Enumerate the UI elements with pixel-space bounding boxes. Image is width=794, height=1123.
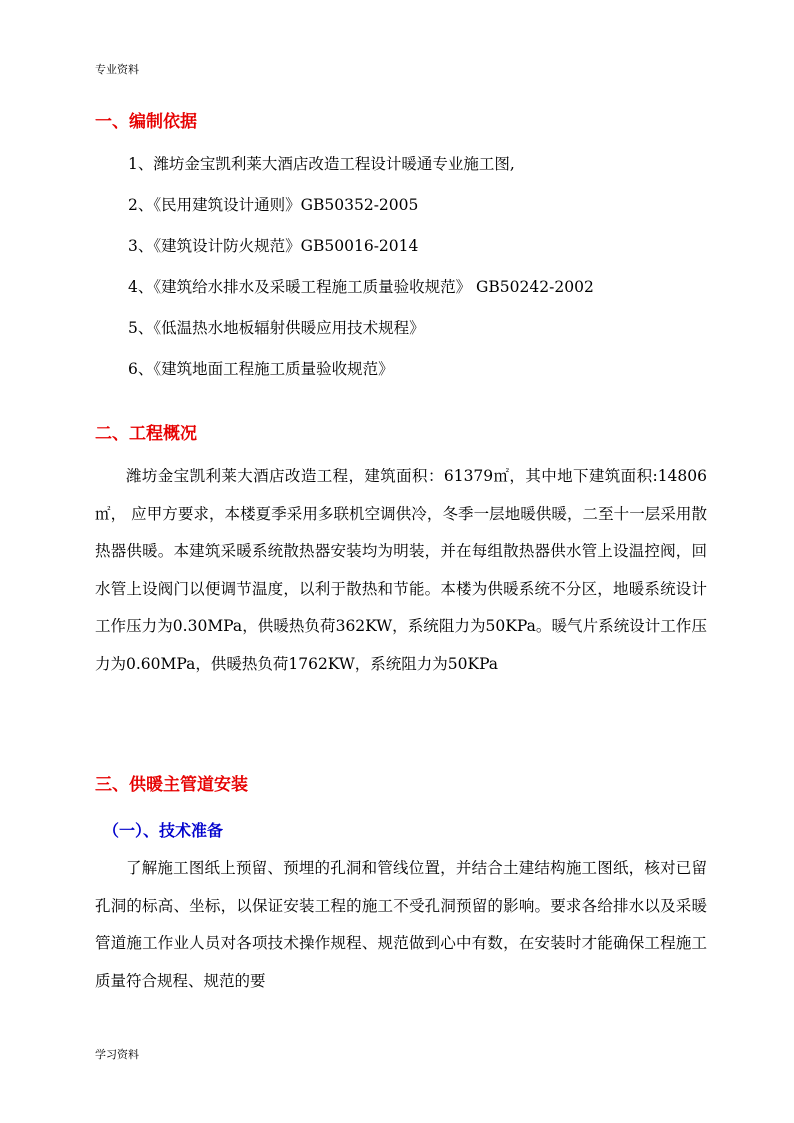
page-footer-label: 学习资料 xyxy=(95,1048,139,1061)
overview-paragraph: 潍坊金宝凯利莱大酒店改造工程，建筑面积：61379㎡，其中地下建筑面积:14806㎡， 应甲方要求，本楼夏季采用多联机空调供冷，冬季一层地暖供暖，二至十一层采用散热器供暖。本建筑采暖系统散热器安装均为明装，并在每组散热器供水管上设温控阀，回水管上设阀门以便调节温度，以利于散热和节能。本楼为供暖系统不分区，地暖系统设计工作压力为0.30MPa，供暖热负荷362KW，系统阻力为50KPa。暖气片系统设计工作压力为0.60MPa，供暖热负荷1762KW，系统阻力为50KPa xyxy=(95,467,707,673)
reference-item: 2、《民用建筑设计通则》GB50352-2005 xyxy=(128,196,419,214)
reference-item: 4、《建筑给水排水及采暖工程施工质量验收规范》 GB50242-2002 xyxy=(128,278,594,296)
page-header-label: 专业资料 xyxy=(95,63,139,76)
reference-item: 1、潍坊金宝凯利莱大酒店改造工程设计暖通专业施工图, xyxy=(128,155,515,173)
subsection-heading-tech-prep: （一）、技术准备 xyxy=(103,821,224,840)
tech-prep-paragraph: 了解施工图纸上预留、预埋的孔洞和管线位置，并结合土建结构施工图纸，核对已留孔洞的标高、坐标，以保证安装工程的施工不受孔洞预留的影响。要求各给排水以及采暖管道施工作业人员对各项技术操作规程、规范做到心中有数，在安装时才能确保工程施工质量符合规程、规范的要 xyxy=(95,859,707,990)
section-heading-overview: 二、工程概况 xyxy=(95,424,197,444)
reference-item: 3、《建筑设计防火规范》GB50016-2014 xyxy=(128,237,419,255)
reference-item: 5、《低温热水地板辐射供暖应用技术规程》 xyxy=(128,319,425,337)
section-heading-basis: 一、编制依据 xyxy=(95,112,197,132)
section-heading-main-pipe: 三、供暖主管道安装 xyxy=(95,775,248,795)
reference-item: 6、《建筑地面工程施工质量验收规范》 xyxy=(128,360,394,378)
reference-list xyxy=(128,152,594,398)
